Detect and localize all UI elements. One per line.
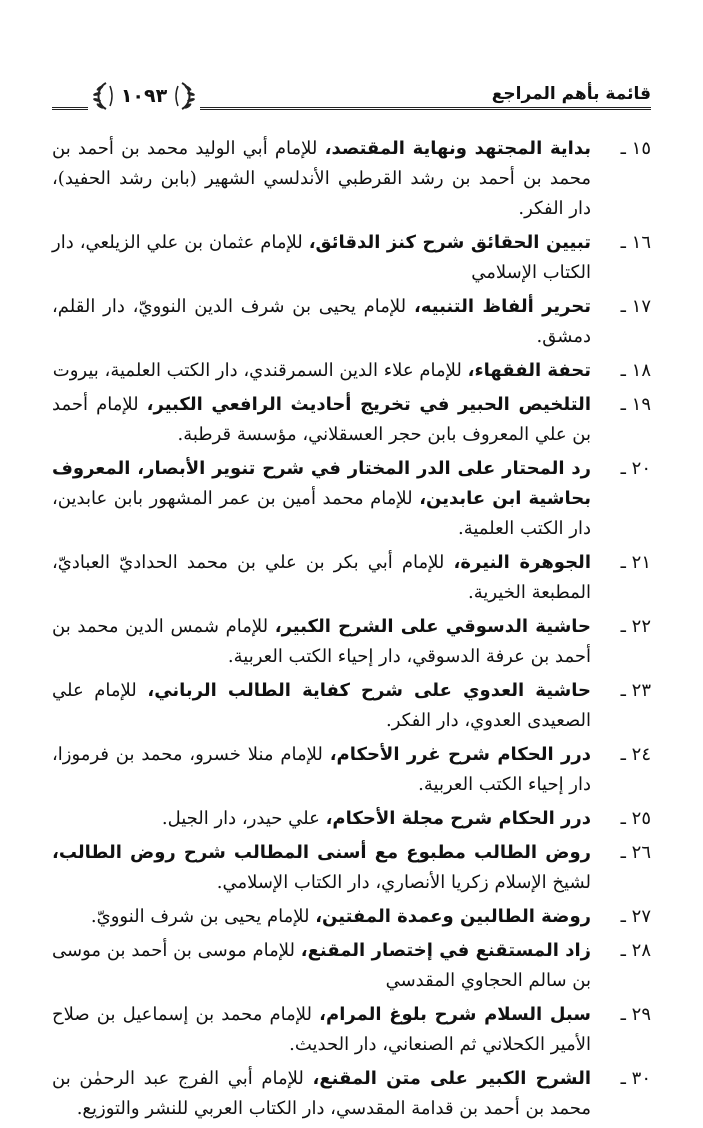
list-item <box>52 936 651 996</box>
list-item <box>52 390 651 450</box>
entry-number: ١٦ ـ <box>620 232 651 253</box>
entry-text: للإمام محمد أمين بن عمر المشهور بابن عابدين، دار الكتب العلمية. <box>52 488 591 539</box>
entry-text: للإمام يحيى بن شرف الدين النوويّ، دار القلم، دمشق. <box>52 296 591 347</box>
list-item <box>52 612 651 672</box>
entry-text: للإمام شمس الدين محمد بن أحمد بن عرفة الدسوقي، دار إحياء الكتب العربية. <box>52 616 591 667</box>
entry-text: للإمام علي الصعيدى العدوي، دار الفكر. <box>52 680 591 731</box>
entry-text: للإمام علاء الدين السمرقندي، دار الكتب العلمية، بيروت <box>52 360 462 381</box>
running-header <box>52 78 651 114</box>
entry-text: للإمام أبي الوليد محمد بن أحمد بن محمد بن أحمد بن رشد القرطبي الأندلسي الشهير (بابن رشد الحفيد)، دار الفكر. <box>52 138 591 219</box>
entry-title: التلخيص الحبير في تخريج أحاديث الرافعي الكبير، <box>146 394 591 415</box>
entry-number: ٣٠ ـ <box>620 1068 651 1089</box>
entry-title: تبيين الحقائق شرح كنز الدقائق، <box>308 232 591 253</box>
entry-title: حاشية العدوي على شرح كفاية الطالب الرباني، <box>147 680 591 701</box>
list-item <box>52 676 651 736</box>
entry-text: للإمام عثمان بن علي الزيلعي، دار الكتاب الإسلامي <box>52 232 591 283</box>
entry-title: سبل السلام شرح بلوغ المرام، <box>319 1004 591 1025</box>
references-list <box>52 134 651 1128</box>
entry-title: بداية المجتهد ونهاية المقتصد، <box>324 138 591 159</box>
list-item <box>52 134 651 224</box>
list-item <box>52 548 651 608</box>
list-item <box>52 1064 651 1124</box>
entry-number: ٢٤ ـ <box>620 744 651 765</box>
entry-text: للإمام أبي الفرج عبد الرحمٰن بن محمد بن أحمد بن قدامة المقدسي، دار الكتاب العربي للنشر والتوزيع. <box>52 1068 591 1119</box>
entry-number: ٢٠ ـ <box>620 458 651 479</box>
entry-number: ٢١ ـ <box>620 552 651 573</box>
entry-title: درر الحكام شرح مجلة الأحكام، <box>325 808 591 829</box>
entry-number: ٢٢ ـ <box>620 616 651 637</box>
entry-number: ٢٥ ـ <box>620 808 651 829</box>
entry-title: روضة الطالبين وعمدة المفتين، <box>315 906 591 927</box>
entry-text: للإمام منلا خسرو، محمد بن فرموزا، دار إحياء الكتب العربية. <box>52 744 591 795</box>
page-number-ornament <box>88 80 200 112</box>
entry-number: ٢٣ ـ <box>620 680 651 701</box>
list-item <box>52 454 651 544</box>
entry-number: ٢٦ ـ <box>620 842 651 863</box>
entry-title: درر الحكام شرح غرر الأحكام، <box>329 744 591 765</box>
entry-title: الجوهرة النيرة، <box>453 552 591 573</box>
list-item <box>52 356 651 386</box>
entry-text: للإمام أبي بكر بن علي بن محمد الحداديّ العباديّ، المطبعة الخيرية. <box>52 552 591 603</box>
entry-text: للإمام أحمد بن علي المعروف بابن حجر العسقلاني، مؤسسة قرطبة. <box>52 394 591 445</box>
entry-number: ٢٨ ـ <box>620 940 651 961</box>
header-title: قائمة بأهم المراجع <box>491 84 651 104</box>
entry-number: ٢٩ ـ <box>620 1004 651 1025</box>
entry-title: تحفة الفقهاء، <box>467 360 591 381</box>
entry-title: الشرح الكبير على متن المقنع، <box>312 1068 592 1089</box>
entry-title: روض الطالب مطبوع مع أسنى المطالب شرح روض الطالب، <box>52 842 591 863</box>
entry-title: زاد المستقنع في إختصار المقنع، <box>300 940 592 961</box>
entry-title: تحرير ألفاظ التنبيه، <box>413 296 591 317</box>
entry-number: ٢٧ ـ <box>620 906 651 927</box>
entry-text: للإمام موسى بن أحمد بن موسى بن سالم الحجاوي المقدسي <box>52 940 591 991</box>
entry-title: رد المحتار على الدر المختار في شرح تنوير الأبصار، المعروف بحاشية ابن عابدين، <box>52 458 591 509</box>
list-item <box>52 838 651 898</box>
entry-text: للإمام يحيى بن شرف النوويّ. <box>90 906 310 927</box>
list-item <box>52 292 651 352</box>
list-item <box>52 804 651 834</box>
entry-number: ١٨ ـ <box>620 360 651 381</box>
list-item <box>52 1000 651 1060</box>
entry-text: لشيخ الإسلام زكريا الأنصاري، دار الكتاب الإسلامي. <box>216 872 591 893</box>
entry-number: ١٧ ـ <box>620 296 651 317</box>
entry-text: للإمام محمد بن إسماعيل بن صلاح الأمير الكحلاني ثم الصنعاني، دار الحديث. <box>52 1004 591 1055</box>
entry-title: حاشية الدسوقي على الشرح الكبير، <box>274 616 591 637</box>
entry-number: ١٥ ـ <box>620 138 651 159</box>
list-item <box>52 740 651 800</box>
entry-text: علي حيدر، دار الجيل. <box>161 808 320 829</box>
list-item <box>52 902 651 932</box>
list-item <box>52 228 651 288</box>
page-number: ١٠٩٣ <box>120 85 168 107</box>
entry-number: ١٩ ـ <box>620 394 651 415</box>
